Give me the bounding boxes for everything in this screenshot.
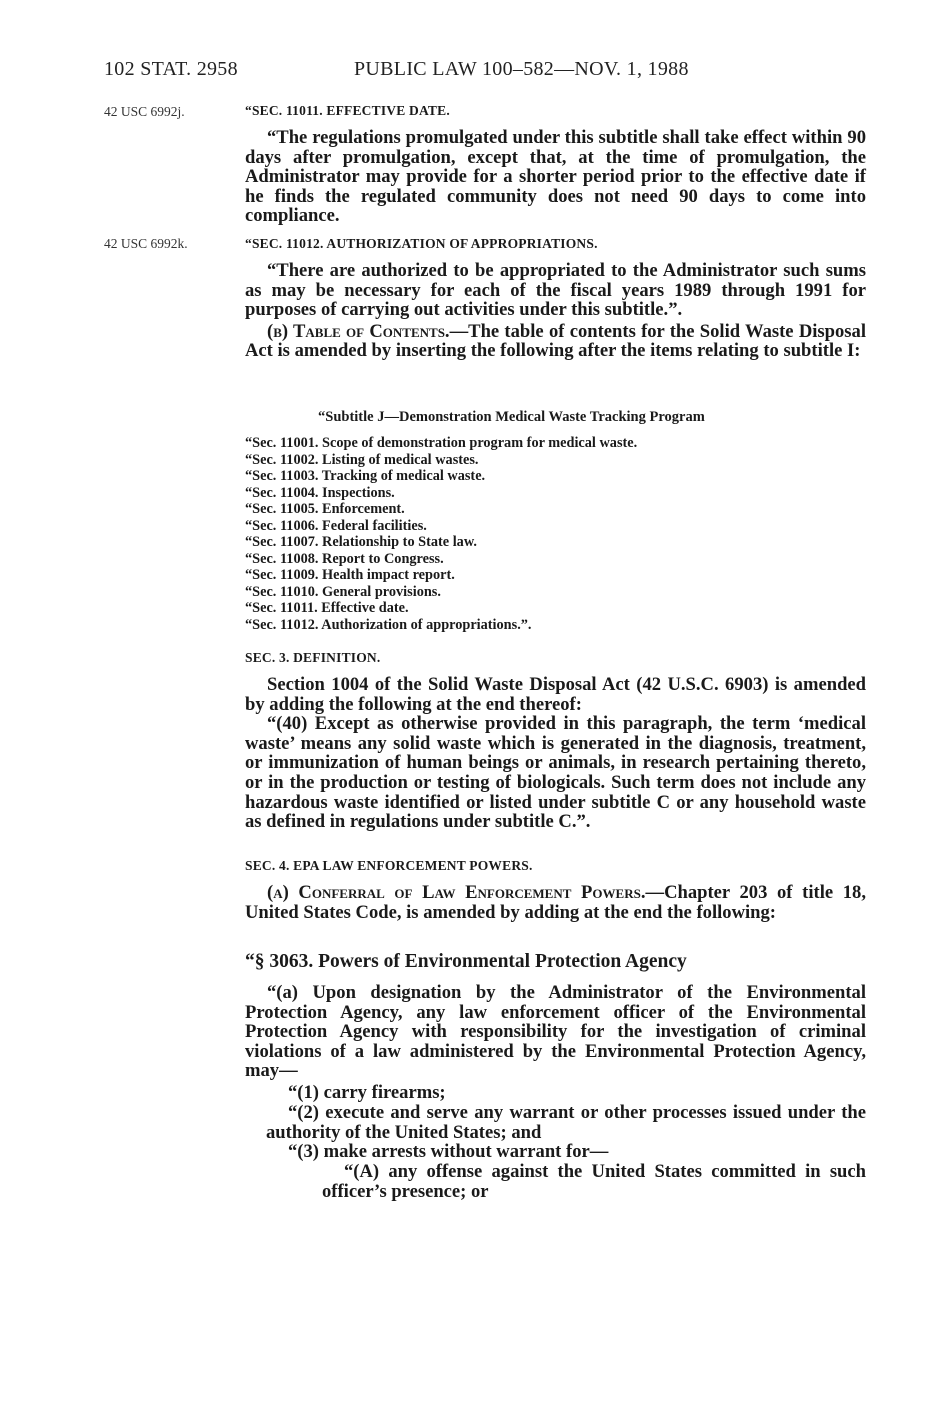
section-3063-subsection-a — [245, 983, 866, 1081]
section-3063-title: “§ 3063. Powers of Environmental Protection Agency — [245, 951, 687, 972]
conferral-lead-text: —Chapter 203 of title 18, United States Code, is amended by adding at the end the following: — [245, 882, 866, 923]
section-11012 — [245, 236, 866, 361]
section-heading-11012: “SEC. 11012. AUTHORIZATION OF APPROPRIATIONS. — [245, 236, 598, 251]
toc-entry: “Sec. 11005. Enforcement. — [245, 501, 405, 517]
page-reference: 102 STAT. 2958 — [104, 58, 238, 80]
section-heading-4: SEC. 4. EPA LAW ENFORCEMENT POWERS. — [245, 858, 533, 873]
toc-entry: “Sec. 11001. Scope of demonstration program for medical waste. — [245, 435, 638, 451]
toc-entry: “Sec. 11011. Effective date. — [245, 600, 409, 616]
toc-entry: “Sec. 11003. Tracking of medical waste. — [245, 468, 486, 484]
law-enforcement-conferral — [245, 883, 866, 922]
item-2: “(2) execute and serve any warrant or other processes issued under the authority of the United States; and — [266, 1102, 866, 1143]
toc-entry: “Sec. 11007. Relationship to State law. — [245, 534, 477, 550]
toc-entries — [245, 435, 805, 633]
toc-entry: “Sec. 11006. Federal facilities. — [245, 517, 427, 534]
item-1: “(1) carry firearms; — [288, 1082, 446, 1103]
section-heading-11011: “SEC. 11011. EFFECTIVE DATE. — [245, 103, 450, 118]
toc-entry: “Sec. 11012. Authorization of appropriations.”. — [245, 616, 532, 633]
section-3 — [245, 650, 866, 832]
conferral-lead-label: (a) Conferral of Law Enforcement Powers. — [267, 882, 646, 903]
toc-lead-label: (b) Table of Contents. — [267, 320, 450, 342]
item-3: “(3) make arrests without warrant for— — [288, 1141, 609, 1162]
toc-subtitle-title: “Subtitle J—Demonstration Medical Waste Tracking Program — [318, 409, 705, 425]
section-11011 — [245, 103, 866, 226]
toc-entry: “Sec. 11008. Report to Congress. — [245, 550, 444, 567]
margin-note-usc-6992j: 42 USC 6992j. — [104, 104, 185, 119]
section-4 — [245, 858, 866, 922]
toc-entry: “Sec. 11002. Listing of medical wastes. — [245, 451, 479, 468]
toc-lead-text: —The table of contents for the Solid Waste Disposal Act is amended by inserting the following after the items relating to subtitle I: — [245, 320, 866, 362]
subsection-a-text: “(a) Upon designation by the Administrator of the Environmental Protection Agency, any law enforcement officer of the Environmental Protection Agency with responsibility for the investigation of criminal violations of a law administered by the Environmental Protection Agency, may— — [245, 982, 866, 1082]
section-11012-text: “There are authorized to be appropriated to the Administrator such sums as may be necessary for each of the fiscal years 1989 through 1991 for purposes of carrying out activities under this subtitle.”. — [245, 260, 866, 321]
running-title: PUBLIC LAW 100–582—NOV. 1, 1988 — [354, 58, 689, 80]
toc-entry: “Sec. 11004. Inspections. — [245, 484, 395, 501]
medical-waste-definition: “(40) Except as otherwise provided in this paragraph, the term ‘medical waste’ means any solid waste which is generated in the diagnosis, treatment, or immunization of human beings or animals, in research pertaining thereto, or in the production or testing of biologicals. Such term does not include any hazardous waste identified or listed under subtitle C or any household waste as defined in regulations under subtitle C.”. — [245, 713, 866, 833]
section-3-intro: Section 1004 of the Solid Waste Disposal Act (42 U.S.C. 6903) is amended by adding the following at the end thereof: — [245, 674, 866, 715]
toc-entry: “Sec. 11010. General provisions. — [245, 583, 441, 600]
item-A: “(A) any offense against the United States committed in such officer’s presence; or — [322, 1161, 866, 1202]
section-heading-3: SEC. 3. DEFINITION. — [245, 650, 381, 665]
table-of-contents-amendment — [245, 322, 866, 361]
margin-note-usc-6992k: 42 USC 6992k. — [104, 236, 188, 251]
section-11011-text: “The regulations promulgated under this subtitle shall take effect within 90 days after promulgation, except that, at the time of promulgation, the Administrator may provide for a shorter period prior to the effective date if he finds the regulated community does not need 90 days to come into compliance. — [245, 127, 866, 227]
toc-entry: “Sec. 11009. Health impact report. — [245, 567, 455, 583]
